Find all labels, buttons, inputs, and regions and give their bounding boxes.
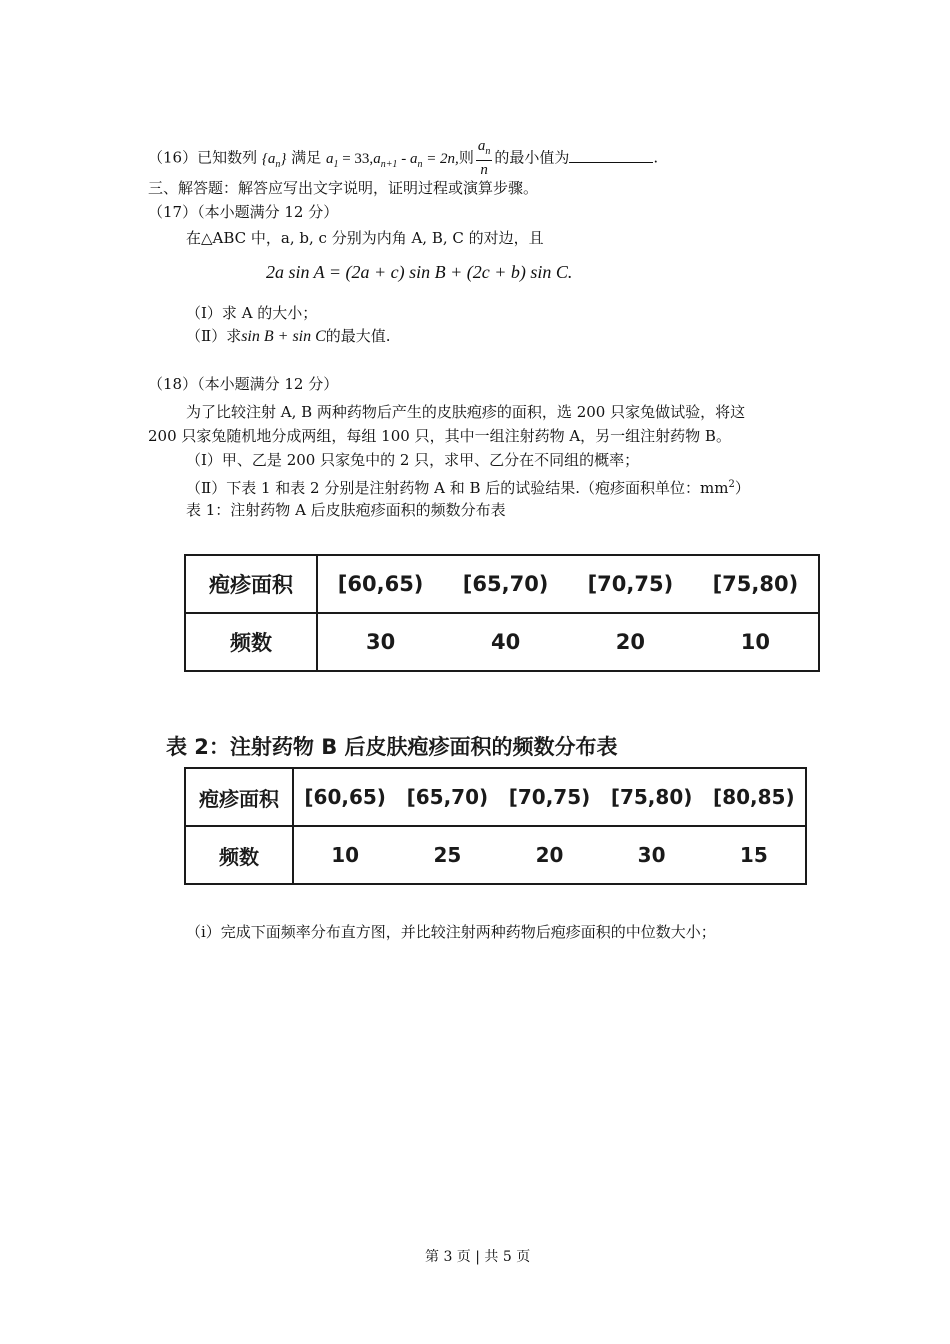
q16-text-4: 的最小值为: [494, 148, 570, 167]
q18-part-1: （Ⅰ）甲、乙是 200 只家兔中的 2 只，求甲、乙分在不同组的概率；: [186, 451, 640, 469]
page-footer: 第 3 页 | 共 5 页: [425, 1249, 531, 1265]
table-2-interval: [60,65): [293, 768, 396, 826]
q16-text-1: 已知数列: [197, 148, 258, 167]
table-2-count: 10: [293, 826, 396, 884]
table-1-count: 10: [693, 613, 819, 671]
q17-part-2: （Ⅱ）求sin B + sin C的最大值.: [186, 327, 391, 345]
table-2-interval: [70,75): [498, 768, 600, 826]
table-1-count: 20: [568, 613, 693, 671]
q17-intro: 在△ABC 中，a, b, c 分别为内角 A, B, C 的对边，且: [186, 229, 544, 247]
table-1-row-label: 疱疹面积: [185, 555, 317, 613]
table-2-interval: [80,85): [703, 768, 806, 826]
table-2-interval: [75,80): [601, 768, 703, 826]
table-2-count: 20: [498, 826, 600, 884]
table-1-count: 30: [317, 613, 443, 671]
table-2-title: 表 2：注射药物 B 后皮肤疱疹面积的频数分布表: [166, 735, 618, 759]
table-2-header-row: [185, 768, 806, 826]
q18-sub-i: （ⅰ）完成下面频率分布直方图，并比较注射两种药物后疱疹面积的中位数大小；: [186, 923, 716, 941]
table-1-interval: [70,75): [568, 555, 693, 613]
q17-part-2-math: sin B + sin C: [241, 328, 326, 345]
q16-line: [148, 138, 658, 180]
q16-fraction: $\frac{a_n}{n}$: [477, 138, 491, 178]
q16-end: .: [653, 148, 659, 167]
q18-part-2: （Ⅱ）下表 1 和表 2 分别是注射药物 A 和 B 后的试验结果.（疱疹面积单位：$mm^2$）: [186, 479, 750, 497]
table-2: [184, 767, 807, 885]
q16-text-3: 则: [458, 148, 474, 167]
q18-header: （18）（本小题满分 12 分）: [148, 375, 339, 393]
table-2-row-label: 疱疹面积: [185, 768, 293, 826]
table-2-count: 30: [601, 826, 703, 884]
section-3-heading: 三、解答题：解答应写出文字说明，证明过程或演算步骤。: [148, 179, 539, 197]
table-1-interval: [75,80): [693, 555, 819, 613]
table-1: [184, 554, 820, 672]
table-1-interval: [60,65): [317, 555, 443, 613]
table-2-count: 15: [703, 826, 806, 884]
table-2-interval: [65,70): [396, 768, 498, 826]
q17-equation: 2a sin A = (2a + c) sin B + (2c + b) sin C.: [266, 262, 573, 282]
table-1-row-label: 频数: [185, 613, 317, 671]
table-1-title: 表 1：注射药物 A 后皮肤疱疹面积的频数分布表: [186, 501, 506, 519]
table-1-count: 40: [443, 613, 568, 671]
q16-number: （16）: [148, 148, 198, 167]
q16-text-2: 满足: [291, 148, 322, 167]
table-1-header-row: [185, 555, 819, 613]
q16-condition: $a_1 = 33,a_{n+1} - a_n = 2n$,: [325, 150, 459, 170]
table-2-count: 25: [396, 826, 498, 884]
q18-line-2: 200 只家兔随机地分成两组，每组 100 只，其中一组注射药物 A，另一组注射药物 B。: [148, 427, 731, 445]
q16-sequence: $\{a_n\}$: [261, 150, 287, 170]
q17-part-1: （Ⅰ）求 A 的大小；: [186, 304, 318, 322]
q17-header: （17）（本小题满分 12 分）: [148, 203, 339, 221]
table-2-row-label: 频数: [185, 826, 293, 884]
q18-line-1: 为了比较注射 A, B 两种药物后产生的皮肤疱疹的面积，选 200 只家兔做试验，将这: [186, 403, 746, 421]
table-1-interval: [65,70): [443, 555, 568, 613]
table-1-count-row: [185, 613, 819, 671]
q16-answer-blank: [569, 148, 653, 163]
table-2-count-row: [185, 826, 806, 884]
